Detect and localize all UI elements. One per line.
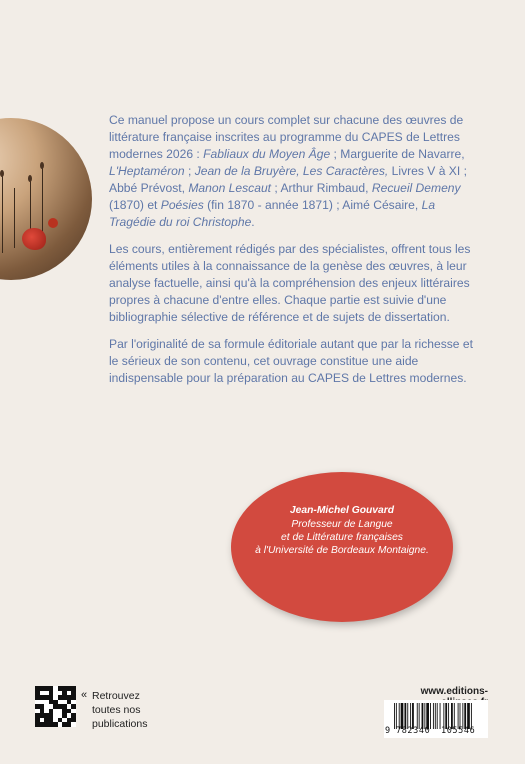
author-badge xyxy=(231,472,453,622)
author-title-line-2: et de Littérature françaises xyxy=(281,532,403,543)
author-title-line-1: Professeur de Langue xyxy=(291,519,393,530)
publications-promo xyxy=(92,689,147,731)
poppy-field-photo xyxy=(0,118,92,280)
promo-line-1: Retrouvez xyxy=(92,690,140,702)
author-title-line-3: à l'Université de Bordeaux Montaigne. xyxy=(255,545,429,556)
author-name: Jean-Michel Gouvard xyxy=(289,505,395,516)
description-paragraph-1: Ce manuel propose un cours complet sur chacune des œuvres de littérature française inscrites au programme du CAPES de Lettres modernes 2026 : Fabliaux du Moyen Âge ; Marguerite de Navarre, L'Heptaméron ; Jean de la Bruyère, Les Caractères, Livres V à XI ; Abbé Prévost, Manon Lescaut ; Arthur Rimbaud, Recueil Demeny (1870) et Poésies (fin 1870 - année 1871) ; Aimé Césaire, La Tragédie du roi Christophe. xyxy=(109,113,467,229)
chevron-left-icon: « xyxy=(81,689,88,701)
description-paragraph-2: Les cours, entièrement rédigés par des spécialistes, offrent tous les éléments utiles à la connaissance de la genèse des œuvres, à leur analyse factuelle, ainsi qu'à la compréhension des enjeux littéraires propres à chacune d'entre elles. Chaque partie est suivie d'une bibliographie sélective de référence et de sujets de dissertation. xyxy=(109,242,471,324)
isbn-barcode xyxy=(384,700,488,738)
isbn-digit-group-1: 782340 xyxy=(396,726,431,736)
isbn-digit-first: 9 xyxy=(385,726,391,736)
poppy-flower xyxy=(22,228,46,250)
back-cover-description xyxy=(109,112,481,397)
isbn-digits xyxy=(384,726,488,738)
promo-line-3: publications xyxy=(92,718,148,730)
qr-code[interactable] xyxy=(35,686,76,727)
publisher-website[interactable]: www.editions- xyxy=(420,686,488,697)
description-paragraph-3: Par l'originalité de sa formule éditoriale autant que par la richesse et le sérieux de son contenu, cet ouvrage constitue une aide indispensable pour la préparation au CAPES de Lettres modernes. xyxy=(109,337,473,385)
promo-line-2: toutes nos xyxy=(92,704,141,716)
isbn-digit-group-2: 105546 xyxy=(441,726,476,736)
